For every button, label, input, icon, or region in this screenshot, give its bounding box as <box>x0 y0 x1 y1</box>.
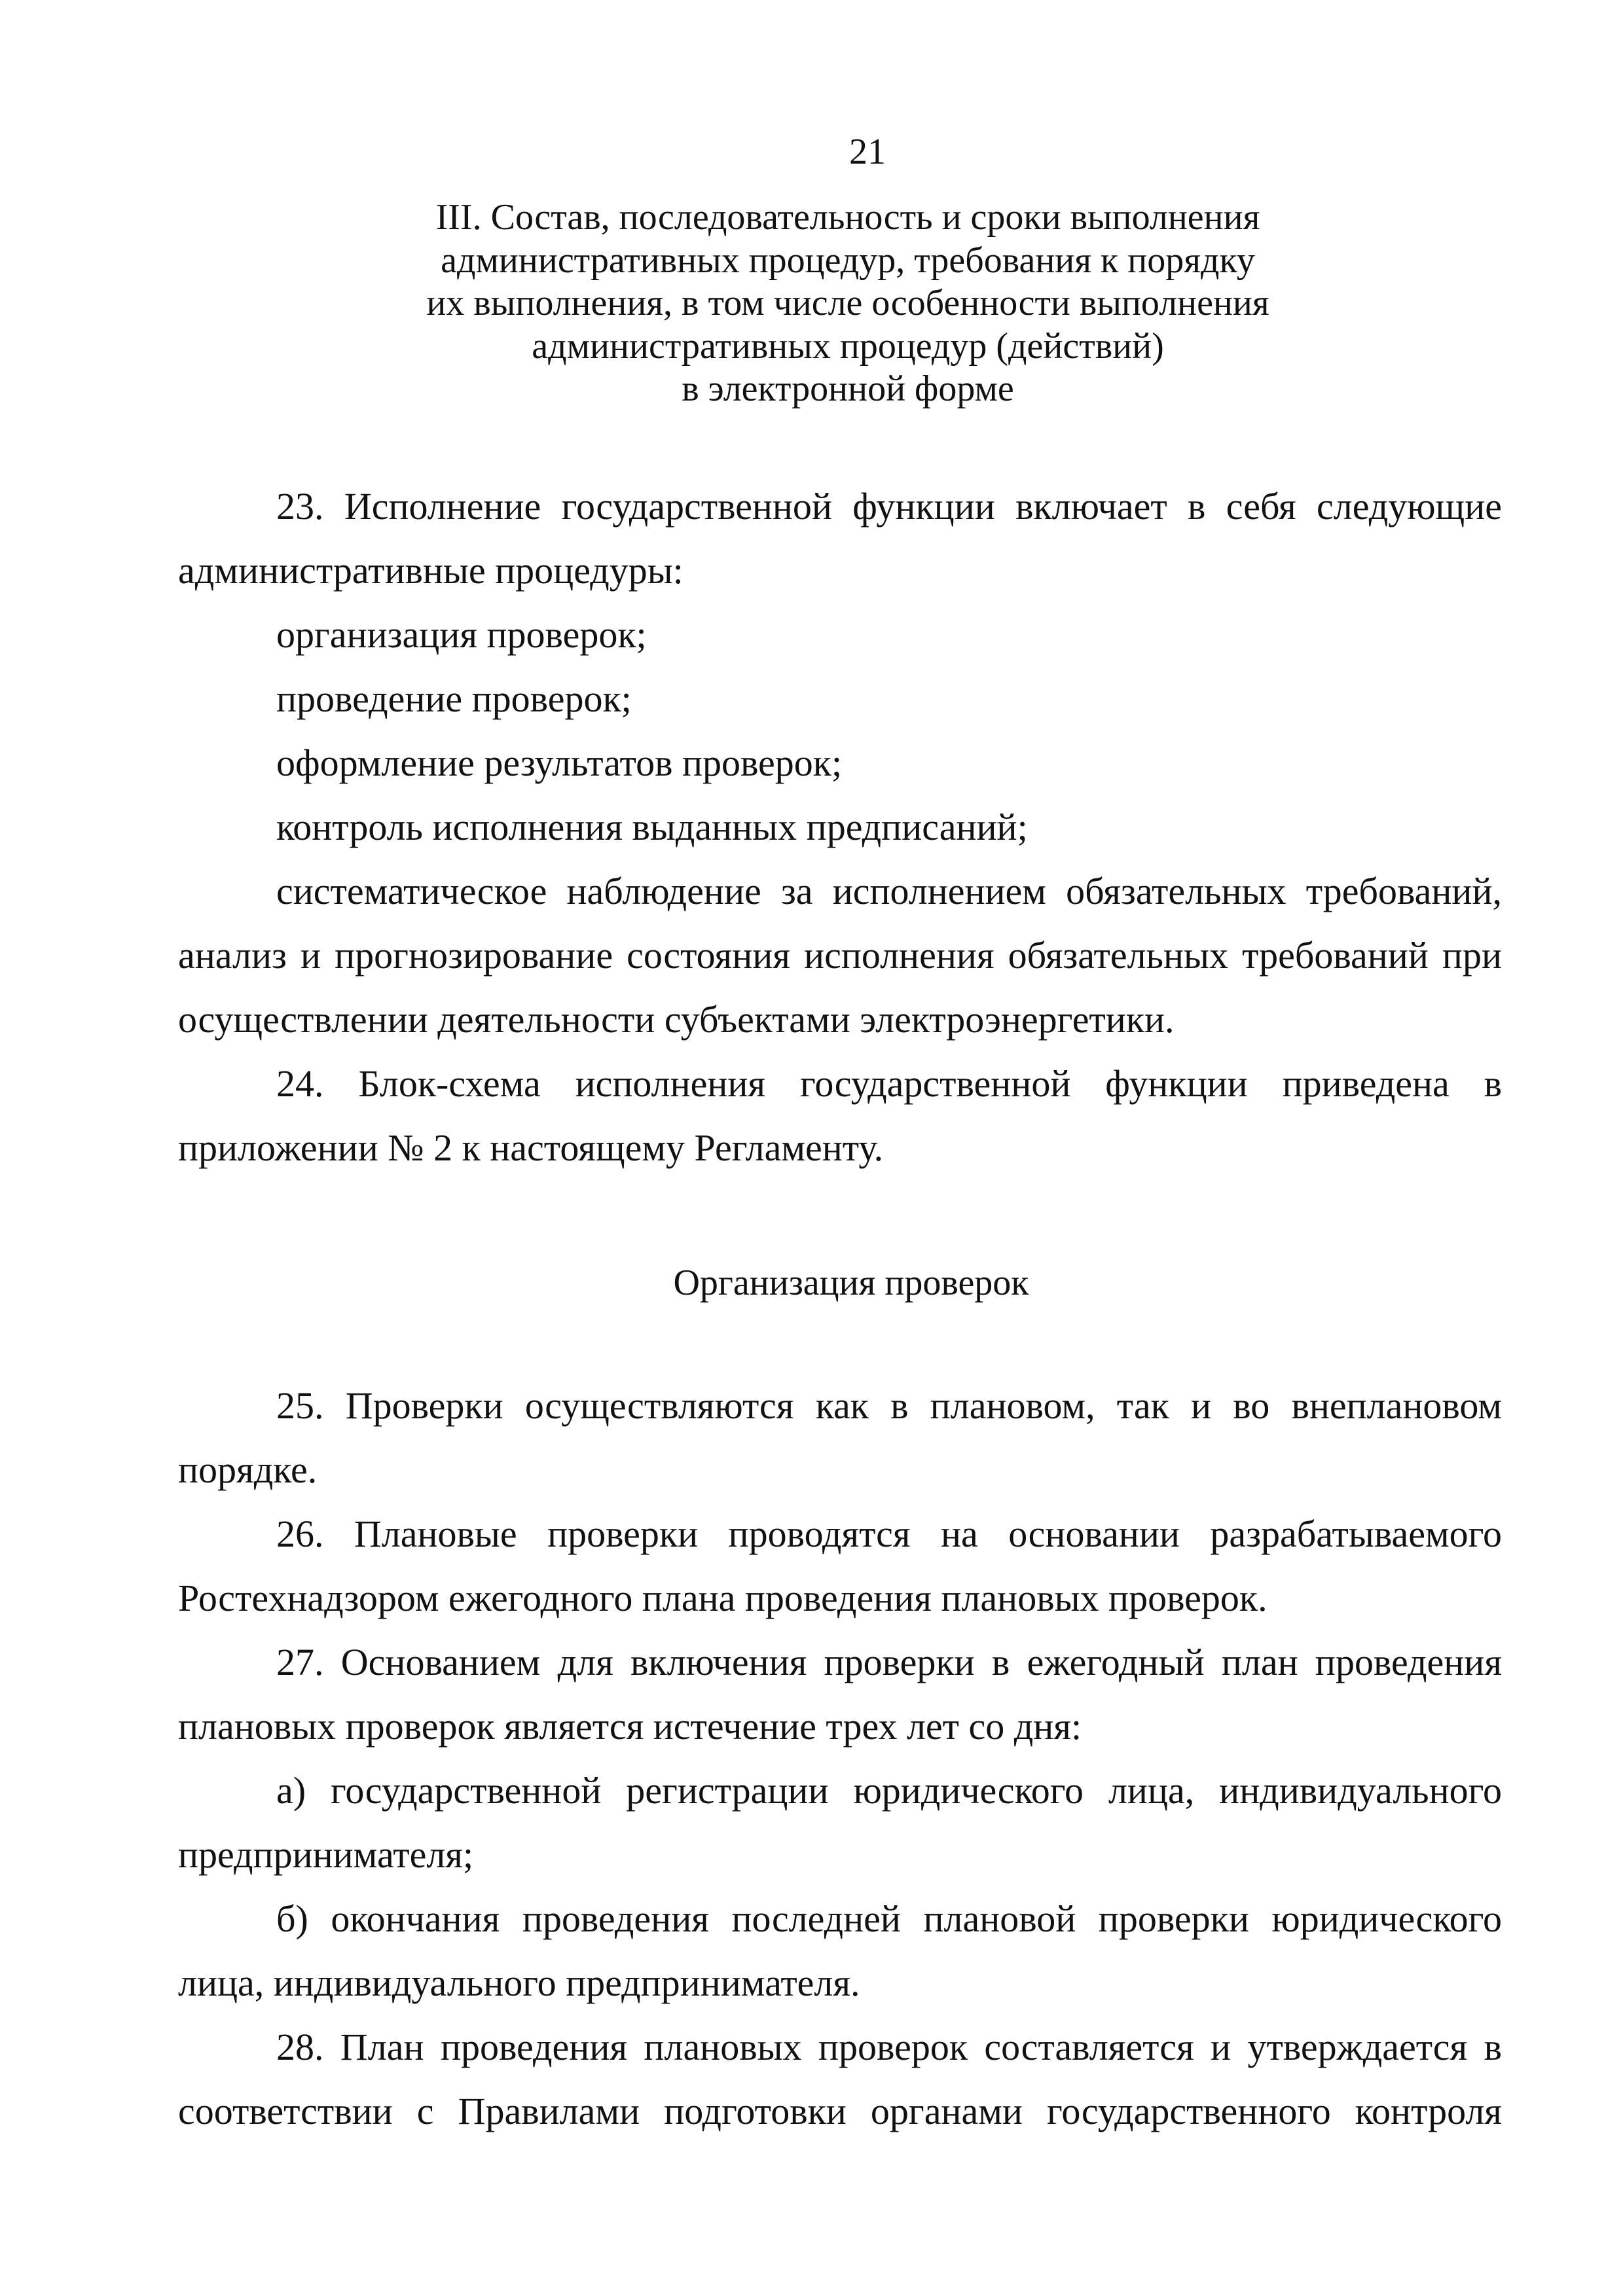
paragraph-27: 27. Основанием для включения проверки в ежегодный план проведения плановых проверок является истечение трех лет со дня: <box>178 1641 1502 1748</box>
list-item-procedure: проведение проверок; <box>276 677 632 720</box>
section-title-line: административных процедур, требования к порядку <box>441 240 1255 281</box>
paragraph-27-a: а) государственной регистрации юридического лица, индивидуального предпринимателя; <box>178 1769 1502 1876</box>
list-item-procedure: систематическое наблюдение за исполнением обязательных требований, анализ и прогнозирование состояния исполнения обязательных требований при осуществлении деятельности субъектами электроэнергетики. <box>178 870 1502 1041</box>
paragraph-27-b: б) окончания проведения последней плановой проверки юридического лица, индивидуального предпринимателя. <box>178 1897 1502 2004</box>
section-title-line: III. Состав, последовательность и сроки выполнения <box>435 197 1260 238</box>
section-title-line: в электронной форме <box>682 368 1014 409</box>
section-title-line: их выполнения, в том числе особенности выполнения <box>426 283 1269 323</box>
section-title <box>0 196 1623 411</box>
list-item-procedure: организация проверок; <box>276 613 647 656</box>
body-block-2 <box>178 1374 1502 2144</box>
paragraph-28: 28. План проведения плановых проверок составляется и утверждается в соответствии с Правилами подготовки органами государственного контроля <box>178 2026 1502 2132</box>
body-block-1 <box>178 475 1502 1180</box>
list-item-procedure: контроль исполнения выданных предписаний; <box>276 806 1028 848</box>
paragraph-26: 26. Плановые проверки проводятся на основании разрабатываемого Ростехнадзором ежегодного плана проведения плановых проверок. <box>178 1513 1502 1619</box>
paragraph-25: 25. Проверки осуществляются как в плановом, так и во внеплановом порядке. <box>178 1384 1502 1491</box>
subheading-organization-of-inspections: Организация проверок <box>673 1263 1029 1303</box>
paragraph-23: 23. Исполнение государственной функции включает в себя следующие административные процедуры: <box>178 485 1502 592</box>
section-title-line: административных процедур (действий) <box>532 325 1164 367</box>
list-item-procedure: оформление результатов проверок; <box>276 742 843 784</box>
page-number: 21 <box>849 132 886 172</box>
paragraph-24: 24. Блок-схема исполнения государственной функции приведена в приложении № 2 к настоящему Регламенту. <box>178 1062 1502 1169</box>
